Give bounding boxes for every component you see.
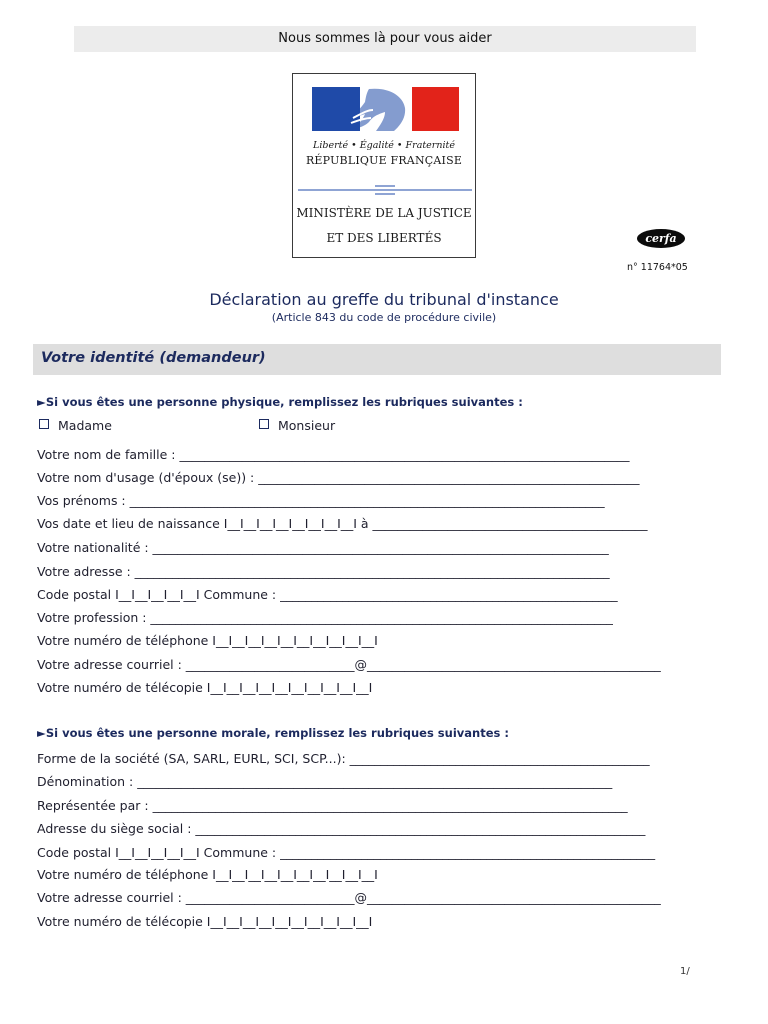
prenoms-field[interactable]: Vos prénoms : ____________________________________________________________________________ (37, 493, 605, 508)
denomination-field[interactable]: Dénomination : ____________________________________________________________________________ (37, 774, 613, 789)
morale-courriel-field[interactable]: Votre adresse courriel : ___________________________@_______________________________________________ (37, 890, 661, 905)
logo-ministry-line1: MINISTÈRE DE LA JUSTICE (296, 206, 472, 220)
monsieur-checkbox[interactable] (259, 419, 269, 429)
physique-heading: ►Si vous êtes une personne physique, remplissez les rubriques suivantes : (37, 395, 523, 409)
logo-republic: RÉPUBLIQUE FRANÇAISE (305, 154, 463, 167)
representee-field[interactable]: Représentée par : ____________________________________________________________________________ (37, 798, 628, 813)
morale-telecopie-field[interactable]: Votre numéro de télécopie I__I__I__I__I__I__I__I__I__I__I (37, 914, 373, 929)
nom-usage-field[interactable]: Votre nom d'usage (d'époux (se)) : _____________________________________________________________ (37, 470, 640, 485)
monsieur-label: Monsieur (278, 418, 336, 433)
section-header (33, 344, 721, 375)
section-title: Votre identité (demandeur) (41, 350, 266, 366)
adresse-field[interactable]: Votre adresse : ____________________________________________________________________________ (37, 564, 610, 579)
telecopie-field[interactable]: Votre numéro de télécopie I__I__I__I__I__I__I__I__I__I__I (37, 680, 373, 695)
courriel-field[interactable]: Votre adresse courriel : ___________________________@_______________________________________________ (37, 657, 661, 672)
document-subtitle: (Article 843 du code de procédure civile) (271, 311, 497, 324)
nationalite-field[interactable]: Votre nationalité : _________________________________________________________________________ (37, 540, 609, 555)
nom-famille-field[interactable]: Votre nom de famille : ________________________________________________________________________ (37, 447, 630, 462)
page-number: 1/ (680, 966, 690, 977)
madame-checkbox[interactable] (39, 419, 49, 429)
morale-telephone-field[interactable]: Votre numéro de téléphone I__I__I__I__I__I__I__I__I__I__I (37, 867, 378, 882)
siege-social-field[interactable]: Adresse du siège social : ________________________________________________________________________ (37, 821, 646, 836)
logo-ministry-line2: ET DES LIBERTÉS (326, 231, 442, 245)
help-banner: Nous sommes là pour vous aider (74, 26, 696, 52)
logo-motto: Liberté • Égalité • Fraternité (313, 140, 455, 151)
naissance-field[interactable]: Vos date et lieu de naissance I__I__I__I__I__I__I__I__I à ____________________________________________ (37, 516, 648, 531)
cerfa-logo: cerfa (637, 229, 685, 248)
madame-label: Madame (58, 418, 112, 433)
document-title: Déclaration au greffe du tribunal d'instance (209, 290, 559, 309)
morale-heading: ►Si vous êtes une personne morale, remplissez les rubriques suivantes : (37, 726, 509, 740)
telephone-field[interactable]: Votre numéro de téléphone I__I__I__I__I__I__I__I__I__I__I (37, 633, 378, 648)
code-postal-commune-field[interactable]: Code postal I__I__I__I__I__I Commune : ______________________________________________________ (37, 587, 618, 602)
cerfa-number: n° 11764*05 (627, 262, 688, 273)
republique-logo (292, 73, 476, 258)
profession-field[interactable]: Votre profession : __________________________________________________________________________ (37, 610, 613, 625)
morale-code-postal-field[interactable]: Code postal I__I__I__I__I__I Commune : ____________________________________________________________ (37, 845, 656, 860)
forme-societe-field[interactable]: Forme de la société (SA, SARL, EURL, SCI, SCP...): ________________________________________________ (37, 751, 650, 766)
